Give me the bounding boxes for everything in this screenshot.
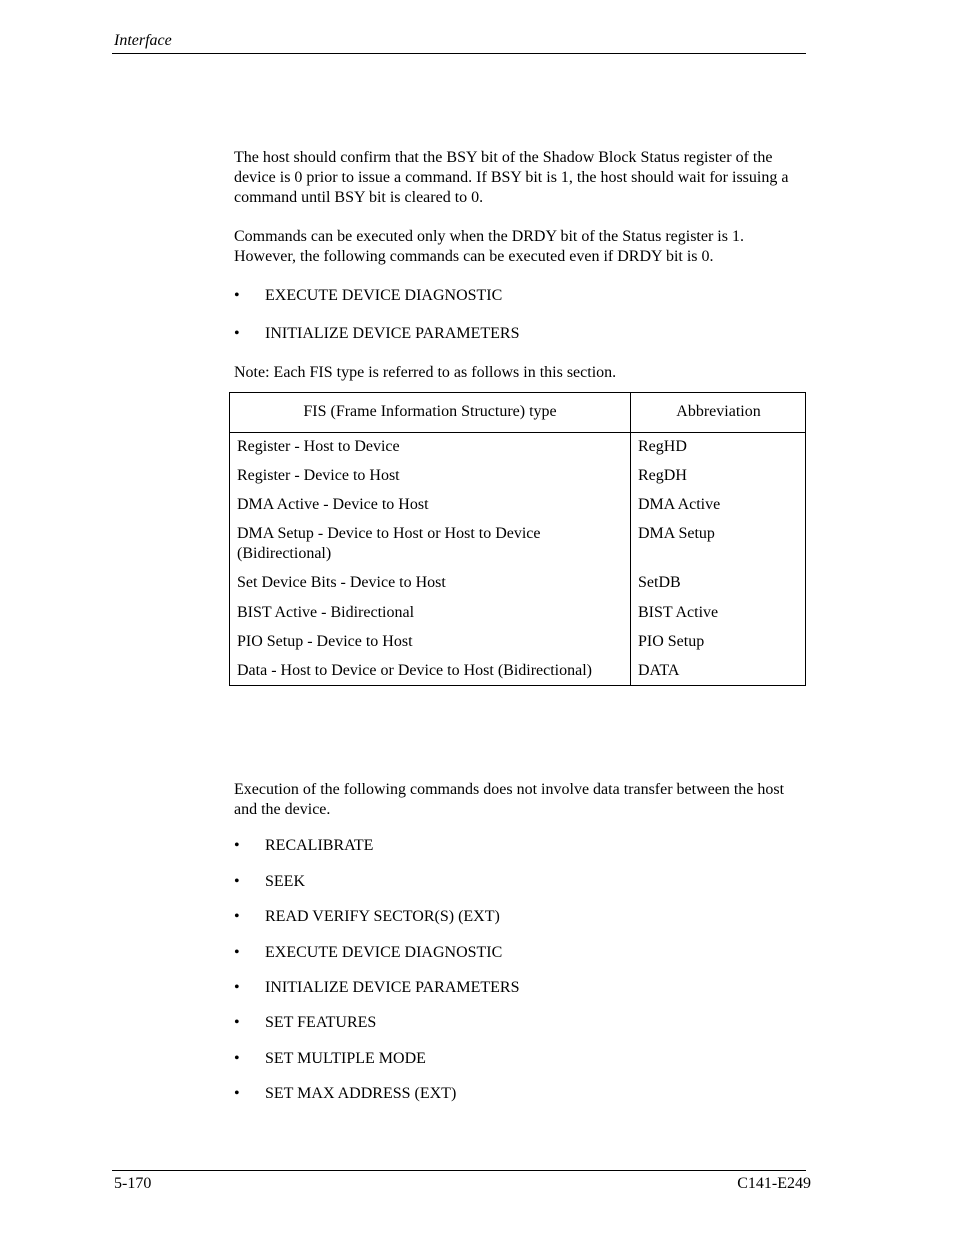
table-cell-fis-type: Register - Host to Device <box>237 438 400 455</box>
bullet-icon: • <box>234 873 240 890</box>
bullet-icon: • <box>234 325 240 342</box>
bullet-icon: • <box>234 837 240 854</box>
bullet-icon: • <box>234 287 240 304</box>
list-item-label: RECALIBRATE <box>265 837 374 854</box>
table-cell-abbreviation: RegDH <box>638 467 687 484</box>
list-item-label: SET MAX ADDRESS (EXT) <box>265 1085 457 1102</box>
table-cell-fis-type: Set Device Bits - Device to Host <box>237 574 446 591</box>
paragraph-note: Note: Each FIS type is referred to as follows in this section. <box>234 364 617 381</box>
paragraph-drdy: Commands can be executed only when the DRDY bit of the Status register is 1. However, the following commands can be executed even if DRDY bit is 0. <box>234 228 744 265</box>
list-item-label: EXECUTE DEVICE DIAGNOSTIC <box>265 287 503 304</box>
table-cell-fis-type: DMA Setup - Device to Host or Host to Device (Bidirectional) <box>237 525 541 562</box>
bullet-icon: • <box>234 979 240 996</box>
fis-type-table <box>229 392 806 686</box>
table-cell-fis-type: Data - Host to Device or Device to Host (Bidirectional) <box>237 662 592 679</box>
list-item-label: INITIALIZE DEVICE PARAMETERS <box>265 979 520 996</box>
table-cell-fis-type: DMA Active - Device to Host <box>237 496 429 513</box>
bullet-icon: • <box>234 944 240 961</box>
table-cell-abbreviation: BIST Active <box>638 604 719 621</box>
footer-rule <box>112 1170 806 1171</box>
column-header-fis-type: FIS (Frame Information Structure) type <box>303 403 557 420</box>
table-header-row <box>230 393 805 433</box>
table-cell-abbreviation: RegHD <box>638 438 687 455</box>
bullet-icon: • <box>234 1050 240 1067</box>
header-rule <box>112 53 806 54</box>
list-item-label: INITIALIZE DEVICE PARAMETERS <box>265 325 520 342</box>
list-item-label: SET FEATURES <box>265 1014 377 1031</box>
table-cell-abbreviation: DATA <box>638 662 680 679</box>
paragraph-no-data-transfer: Execution of the following commands does not involve data transfer between the host and the device. <box>234 781 785 818</box>
list-item-label: EXECUTE DEVICE DIAGNOSTIC <box>265 944 503 961</box>
paragraph-bsy-check: The host should confirm that the BSY bit of the Shadow Block Status register of the device is 0 prior to issue a command. If BSY bit is 1, the host should wait for issuing a command until BSY bit is cleared to 0. <box>234 149 789 206</box>
list-item-label: SEEK <box>265 873 305 890</box>
header-section-title: Interface <box>114 32 172 49</box>
table-cell-abbreviation: DMA Active <box>638 496 721 513</box>
table-cell-abbreviation: DMA Setup <box>638 525 715 542</box>
column-divider <box>630 393 631 685</box>
bullet-icon: • <box>234 1014 240 1031</box>
table-cell-fis-type: PIO Setup - Device to Host <box>237 633 413 650</box>
document-id: C141-E249 <box>737 1175 811 1192</box>
bullet-icon: • <box>234 908 240 925</box>
table-cell-abbreviation: PIO Setup <box>638 633 705 650</box>
column-header-abbreviation: Abbreviation <box>676 403 761 420</box>
list-item-label: SET MULTIPLE MODE <box>265 1050 426 1067</box>
list-item-label: READ VERIFY SECTOR(S) (EXT) <box>265 908 500 925</box>
page-number: 5-170 <box>114 1175 152 1192</box>
table-cell-fis-type: Register - Device to Host <box>237 467 400 484</box>
bullet-icon: • <box>234 1085 240 1102</box>
table-cell-abbreviation: SetDB <box>638 574 681 591</box>
table-cell-fis-type: BIST Active - Bidirectional <box>237 604 415 621</box>
